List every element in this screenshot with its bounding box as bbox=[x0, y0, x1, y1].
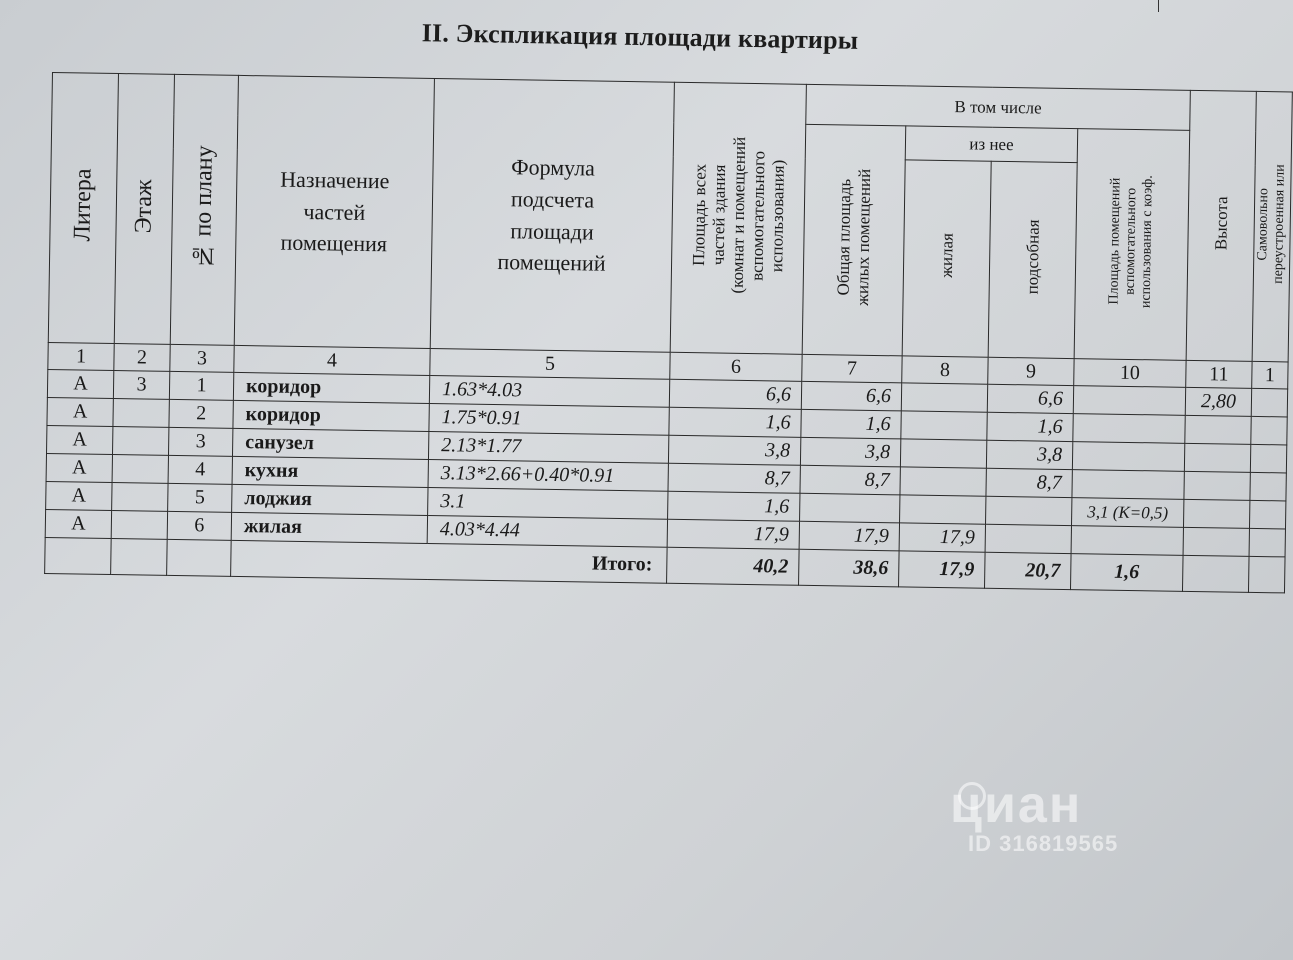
cell-formula: 1.63*4.03 bbox=[429, 375, 669, 407]
cell-zhil bbox=[900, 439, 986, 468]
cell-vspom bbox=[1072, 442, 1184, 472]
header-podsobnaya: подсобная bbox=[1022, 219, 1043, 295]
header-etazh-cell bbox=[114, 74, 174, 345]
header-obshchaya-cell bbox=[802, 124, 906, 356]
header-vysota-cell bbox=[1186, 90, 1256, 361]
cell-zhil bbox=[900, 467, 986, 496]
header-zhilaya: жилая bbox=[936, 233, 957, 279]
header-etazh: Этаж bbox=[130, 178, 158, 234]
header-naznachenie-cell bbox=[234, 75, 434, 348]
cell-total: 1,6 bbox=[669, 407, 801, 437]
cell-formula: 4.03*4.44 bbox=[427, 515, 667, 547]
cell-formula: 3.1 bbox=[428, 487, 668, 519]
document-title: II. Экспликация площади квартиры bbox=[421, 18, 859, 55]
cell-podsob: 6,6 bbox=[987, 384, 1073, 413]
cell-formula: 1.75*0.91 bbox=[429, 403, 669, 435]
cell-obshch: 17,9 bbox=[799, 521, 899, 551]
cell-etazh bbox=[112, 454, 168, 483]
total-vspom: 1,6 bbox=[1070, 554, 1183, 592]
cell-etazh bbox=[113, 399, 169, 428]
header-vspom-cell bbox=[1074, 129, 1190, 361]
header-formula: Формула подсчета площади помещений bbox=[497, 153, 606, 277]
cell-vysota bbox=[1184, 443, 1250, 472]
cell-vspom bbox=[1073, 386, 1185, 416]
cell-num: 6 bbox=[167, 511, 231, 540]
column-number: 11 bbox=[1186, 360, 1252, 388]
header-samovolno-cell bbox=[1252, 91, 1292, 362]
cell-etazh bbox=[112, 482, 168, 511]
cell-samovolno bbox=[1249, 528, 1285, 557]
watermark-id: ID 316819565 bbox=[968, 831, 1119, 856]
cell-name: коридор bbox=[233, 400, 429, 431]
header-vspom: Площадь помещений вспомогательного использования с коэф. bbox=[1106, 175, 1157, 309]
cell-litera: А bbox=[46, 481, 112, 510]
cell-obshch bbox=[800, 493, 900, 523]
cell-zhil bbox=[900, 495, 986, 524]
cell-samovolno bbox=[1250, 444, 1286, 473]
cell-name: санузел bbox=[232, 428, 428, 459]
header-vysota: Высота bbox=[1211, 195, 1231, 250]
cell-name: кухня bbox=[232, 456, 428, 487]
cell-vspom: 3,1 (К=0,5) bbox=[1072, 498, 1184, 528]
cell-etazh: 3 bbox=[113, 371, 169, 400]
cell-formula: 2.13*1.77 bbox=[428, 431, 668, 463]
explication-table bbox=[44, 72, 1293, 593]
cell-podsob bbox=[985, 524, 1071, 553]
cell-total: 3,8 bbox=[668, 435, 800, 465]
header-v-tom-chisle: В том числе bbox=[954, 97, 1042, 118]
cell-litera: А bbox=[45, 509, 111, 538]
header-obshchaya: Общая площадь жилых помещений bbox=[833, 168, 875, 306]
cell-samovolno bbox=[1251, 416, 1287, 445]
cell-vysota bbox=[1183, 527, 1249, 556]
cell-empty bbox=[1182, 555, 1249, 592]
cell-empty bbox=[45, 537, 112, 574]
header-po-planu: № по плану bbox=[189, 145, 218, 269]
total-obshch: 38,6 bbox=[799, 549, 900, 587]
header-iz-nee-cell bbox=[905, 126, 1078, 163]
cell-empty bbox=[167, 539, 232, 576]
column-number: 1 bbox=[1252, 361, 1288, 389]
cell-etazh bbox=[111, 510, 167, 539]
cell-vspom bbox=[1072, 470, 1184, 500]
column-number: 5 bbox=[430, 348, 670, 379]
cell-obshch: 8,7 bbox=[800, 465, 900, 495]
header-iz-nee: из нее bbox=[969, 134, 1014, 155]
column-number: 8 bbox=[902, 356, 988, 384]
cell-name: лоджия bbox=[232, 484, 428, 515]
cell-zhil bbox=[901, 411, 987, 440]
cell-num: 2 bbox=[169, 399, 233, 428]
cell-zhil: 17,9 bbox=[899, 523, 985, 552]
watermark-logo: циан bbox=[950, 776, 1083, 834]
cell-podsob bbox=[986, 496, 1072, 525]
cell-total: 1,6 bbox=[668, 491, 800, 521]
cell-podsob: 1,6 bbox=[987, 412, 1073, 441]
cell-vysota: 2,80 bbox=[1185, 387, 1251, 416]
header-litera-cell bbox=[48, 73, 118, 344]
cell-vysota bbox=[1185, 415, 1251, 444]
watermark bbox=[950, 775, 1118, 857]
cell-empty bbox=[1248, 556, 1285, 593]
column-number: 1 bbox=[48, 342, 114, 370]
cell-samovolno bbox=[1249, 500, 1285, 529]
header-ploshchad-vseh: Площадь всех частей здания (комнат и помещений вспомогательного использования) bbox=[688, 136, 788, 294]
page-edge-line bbox=[1158, 0, 1159, 12]
header-zhilaya-cell bbox=[902, 160, 991, 357]
header-naznachenie: Назначение частей помещения bbox=[280, 166, 390, 257]
header-row-1 bbox=[52, 73, 1292, 132]
cell-num: 1 bbox=[169, 371, 233, 400]
column-number: 4 bbox=[234, 345, 430, 375]
column-number: 10 bbox=[1074, 359, 1186, 388]
cell-empty bbox=[111, 538, 168, 575]
cell-vysota bbox=[1184, 471, 1250, 500]
cell-samovolno bbox=[1250, 472, 1286, 501]
header-litera: Литера bbox=[69, 168, 97, 242]
cell-samovolno bbox=[1251, 388, 1287, 417]
cell-name: коридор bbox=[233, 372, 429, 403]
column-number: 7 bbox=[802, 354, 902, 383]
cell-total: 6,6 bbox=[669, 379, 801, 409]
cell-vspom bbox=[1073, 414, 1185, 444]
cell-obshch: 1,6 bbox=[801, 409, 901, 439]
header-samovolno: Самовольно переустроенная или bbox=[1255, 163, 1289, 284]
total-podsob: 20,7 bbox=[985, 552, 1072, 589]
cell-litera: А bbox=[47, 425, 113, 454]
cell-total: 17,9 bbox=[667, 519, 799, 549]
column-number: 9 bbox=[988, 357, 1074, 385]
cell-etazh bbox=[112, 427, 168, 456]
column-number: 2 bbox=[114, 344, 170, 372]
header-v-tom-chisle-cell bbox=[806, 84, 1191, 130]
column-number: 6 bbox=[670, 352, 802, 381]
cell-name: жилая bbox=[231, 512, 427, 543]
cell-num: 5 bbox=[168, 483, 232, 512]
cell-litera: А bbox=[47, 397, 113, 426]
header-podsobnaya-cell bbox=[988, 161, 1077, 358]
cell-obshch: 3,8 bbox=[800, 437, 900, 467]
cell-litera: А bbox=[46, 453, 112, 482]
cell-podsob: 3,8 bbox=[986, 440, 1072, 469]
header-formula-cell bbox=[430, 79, 674, 353]
total-zhil: 17,9 bbox=[899, 551, 986, 588]
column-number: 3 bbox=[170, 344, 234, 372]
cell-obshch: 6,6 bbox=[801, 381, 901, 411]
cell-zhil bbox=[901, 383, 987, 412]
cell-vspom bbox=[1071, 526, 1183, 556]
cell-total: 8,7 bbox=[668, 463, 800, 493]
header-po-planu-cell bbox=[170, 74, 238, 345]
total-ploshchad: 40,2 bbox=[667, 547, 800, 585]
cell-num: 4 bbox=[168, 455, 232, 484]
cell-litera: А bbox=[47, 369, 113, 398]
cell-num: 3 bbox=[168, 427, 232, 456]
cell-vysota bbox=[1184, 499, 1250, 528]
cell-formula: 3.13*2.66+0.40*0.91 bbox=[428, 459, 668, 491]
header-ploshchad-cell bbox=[670, 82, 806, 354]
cell-podsob: 8,7 bbox=[986, 468, 1072, 497]
totals-label: Итого: bbox=[231, 540, 668, 583]
